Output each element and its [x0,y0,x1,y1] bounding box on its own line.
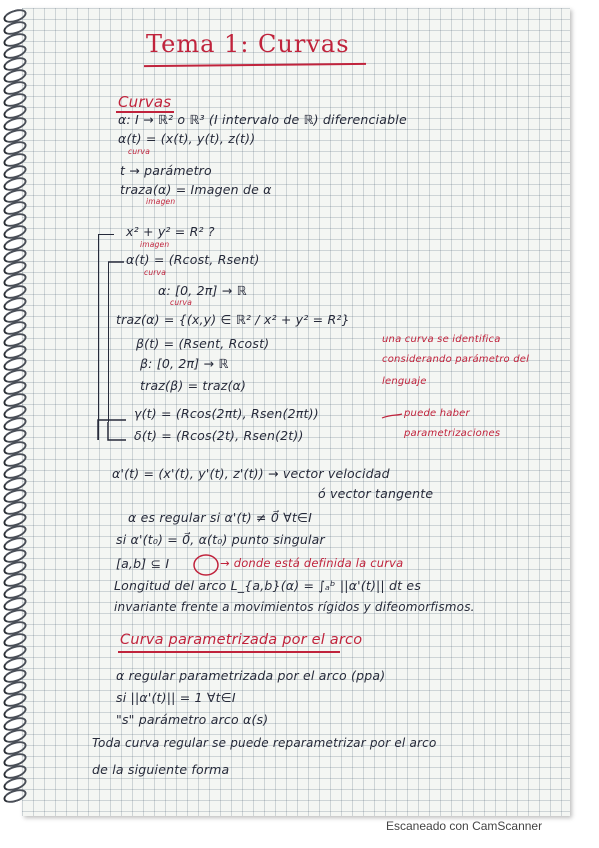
circle-mark-I [194,555,218,575]
side-note-line-5: parametrizaciones [404,428,501,439]
ppa-line-1: α regular parametrizada por el arco (ppa) [116,668,386,683]
annotation-imagen-2: imagen [140,240,170,249]
def-line-map: α: I → ℝ² o ℝ³ (I intervalo de ℝ) diferenciable [118,112,407,127]
annotation-curva-3: curva [170,298,192,307]
velocity-line-2: ó vector tangente [318,486,434,501]
example-delta: δ(t) = (Rcos(2t), Rsen(2t)) [134,428,304,443]
arc-length-line-2: invariante frente a movimientos rígidos y difeomorfismos. [114,600,475,614]
ppa-line-5: de la siguiente forma [92,762,230,777]
example-gamma: γ(t) = (Rcos(2πt), Rsen(2πt)) [134,406,319,421]
section-heading-curvas: Curvas [118,93,172,111]
scanner-watermark: Escaneado con CamScanner [386,819,543,833]
domain-interval: [a,b] ⊆ I [116,556,170,571]
ppa-line-3: "s" parámetro arco α(s) [116,712,269,727]
example-circle-eq: x² + y² = R² ? [126,224,215,239]
regular-line-1: α es regular si α'(t) ≠ 0⃗ ∀t∈I [128,510,312,525]
example-trace-equal: traz(β) = traz(α) [140,378,247,393]
example-beta-domain: β: [0, 2π] → ℝ [140,356,229,371]
domain-note: → donde está definida la curva [220,556,404,570]
arc-length-line-1: Longitud del arco L_{a,b}(α) = ∫ₐᵇ ||α'(t)|| dt es [114,578,422,593]
arrow-delta [108,422,126,440]
ppa-line-4: Toda curva regular se puede reparametrizar por el arco [92,736,437,750]
side-note-arrow [382,414,402,418]
annotation-curva: curva [128,147,150,156]
arrow-gamma [98,420,126,440]
side-note-line-3: lenguaje [382,376,427,387]
def-line-parameter: t → parámetro [120,163,212,178]
side-note-line-1: una curva se identifica [382,334,501,345]
velocity-line-1: α'(t) = (x'(t), y'(t), z'(t)) → vector velocidad [112,466,390,481]
side-note-line-4: puede haber [404,408,470,419]
example-alpha: α(t) = (Rcost, Rsent) [126,252,260,267]
example-trace-alpha: traz(α) = {(x,y) ∈ ℝ² / x² + y² = R²} [116,312,350,327]
ppa-line-2: si ||α'(t)|| = 1 ∀t∈I [116,690,236,705]
example-beta: β(t) = (Rsent, Rcost) [136,336,270,351]
annotation-imagen: imagen [146,197,176,206]
side-note-line-2: considerando parámetro del [382,354,530,365]
def-line-param: α(t) = (x(t), y(t), z(t)) [118,131,256,146]
annotation-curva-2: curva [144,268,166,277]
page-title: Tema 1: Curvas [146,30,350,58]
section-heading-ppa: Curva parametrizada por el arco [120,632,363,648]
example-alpha-domain: α: [0, 2π] → ℝ [158,283,247,298]
regular-line-2: si α'(t₀) = 0⃗, α(t₀) punto singular [116,532,325,547]
def-line-trace: traza(α) = Imagen de α [120,182,272,197]
